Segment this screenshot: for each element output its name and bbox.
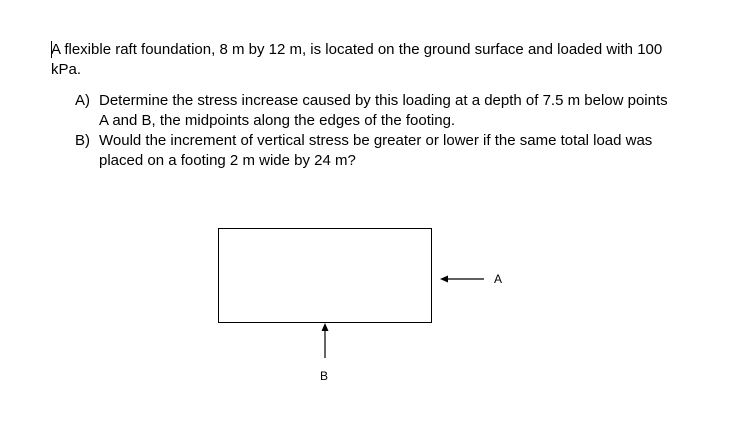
question-a-marker: A) <box>75 92 90 109</box>
question-a-text: Determine the stress increase caused by this loading at a depth of 7.5 m below points A and B, the midpoints along the edges of the footing. <box>99 92 668 129</box>
arrow-b-icon <box>322 323 329 358</box>
question-b-marker: B) <box>75 132 90 149</box>
question-b-text: Would the increment of vertical stress be greater or lower if the same total load was placed on a footing 2 m wide by 24 m? <box>99 132 653 169</box>
point-b-label: B <box>320 369 329 383</box>
problem-intro: A flexible raft foundation, 8 m by 12 m, is located on the ground surface and loaded with 100 kPa. <box>51 41 663 78</box>
point-a-label: A <box>494 272 503 286</box>
arrow-a-icon <box>440 276 484 283</box>
